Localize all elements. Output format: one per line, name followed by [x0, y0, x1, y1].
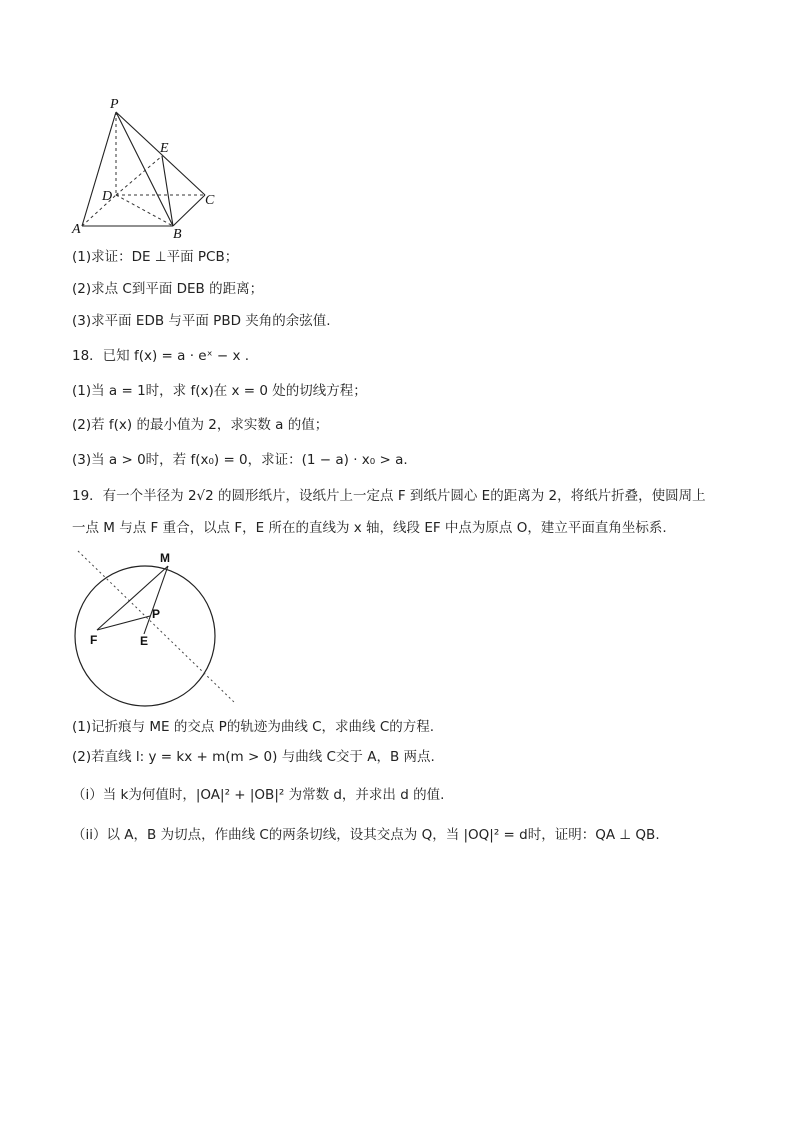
q19-part1: (1)记折痕与 ME 的交点 P的轨迹为曲线 C，求曲线 C的方程.: [72, 719, 435, 735]
q18-part2: (2)若 f(x) 的最小值为 2，求实数 a 的值；: [72, 417, 329, 433]
edge-DB: [116, 195, 173, 226]
q18-part1: (1)当 a = 1时，求 f(x)在 x = 0 处的切线方程；: [72, 383, 367, 399]
label-E: E: [160, 141, 169, 156]
label-E2: E: [140, 634, 149, 648]
q18-part3: (3)当 a > 0时，若 f(x₀) = 0，求证：(1 − a) · x₀ > a.: [72, 452, 408, 468]
label-C: C: [205, 193, 215, 208]
q19-part2-ii: （ii）以 A，B 为切点，作曲线 C的两条切线，设其交点为 Q，当 |OQ|² = d时，证明：QA ⊥ QB.: [72, 827, 660, 843]
q19-stem-line1: 19．有一个半径为 2√2 的圆形纸片，设纸片上一定点 F 到纸片圆心 E的距离为 2，将纸片折叠，使圆周上: [72, 488, 706, 504]
q19-part2: (2)若直线 l: y = kx + m(m > 0) 与曲线 C交于 A，B 两点.: [72, 749, 435, 765]
fold-line: [78, 551, 235, 703]
q17-part3: (3)求平面 EDB 与平面 PBD 夹角的余弦值.: [72, 313, 331, 329]
label-D: D: [102, 189, 113, 204]
label-P: P: [110, 97, 119, 112]
q18-stem: 18．已知 f(x) = a · eˣ − x .: [72, 348, 250, 364]
label-A: A: [72, 222, 81, 237]
edge-BC: [173, 195, 205, 226]
label-F: F: [90, 633, 98, 647]
edge-PA: [82, 112, 116, 226]
q17-part2: (2)求点 C到平面 DEB 的距离；: [72, 281, 264, 297]
label-B: B: [173, 227, 182, 242]
label-M: M: [160, 551, 170, 565]
q17-part1: (1)求证：DE ⊥平面 PCB；: [72, 249, 239, 265]
circle-fold-figure: [70, 546, 240, 711]
label-P2: P: [152, 607, 161, 621]
q19-stem-line2: 一点 M 与点 F 重合，以点 F，E 所在的直线为 x 轴，线段 EF 中点为原点 O，建立平面直角坐标系.: [72, 520, 667, 536]
q19-part2-i: （i）当 k为何值时，|OA|² + |OB|² 为常数 d，并求出 d 的值.: [72, 787, 445, 803]
pyramid-figure: [70, 92, 230, 242]
